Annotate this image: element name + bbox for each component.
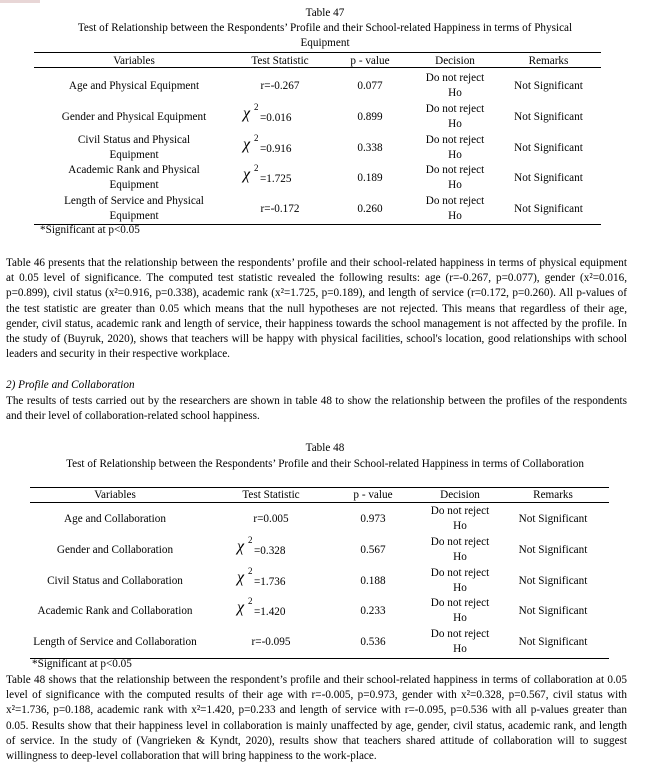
test-statistic-cell: r=-0.172	[260, 203, 300, 215]
test-statistic-value: =0.328	[254, 545, 286, 557]
table-47-note: *Significant at p<0.05	[40, 224, 140, 236]
decision-cell-line2: Ho	[453, 520, 467, 532]
remarks-cell: Not Significant	[518, 575, 588, 587]
header-remarks: Remarks	[528, 55, 569, 67]
decision-cell-line2: Ho	[453, 643, 467, 655]
decision-cell-line2: Ho	[448, 149, 462, 161]
variable-cell: Civil Status and Physical	[77, 134, 191, 146]
section-heading-profile-collaboration: 2) Profile and Collaboration	[6, 379, 135, 391]
decision-cell: Do not reject	[425, 134, 485, 146]
variable-cell-line2: Equipment	[109, 210, 159, 222]
test-statistic-value: =0.016	[260, 112, 292, 124]
paragraph-table48-intro: The results of tests carried out by the researchers are shown in table 48 to show the relationship between the profiles of the respondents and their level of collaboration-related school happiness.	[6, 395, 627, 423]
remarks-cell: Not Significant	[514, 172, 583, 184]
table-47-top-rule	[34, 52, 601, 53]
variable-cell: Academic Rank and Physical	[68, 164, 200, 176]
chi-square-symbol: χ	[243, 105, 251, 122]
header-test-statistic: Test Statistic	[251, 55, 309, 67]
header-variables: Variables	[113, 55, 155, 67]
paragraph-table46-discussion: Table 46 presents that the relationship between the respondents’ profile and their school-related happiness in terms of physical equipment at 0.05 level of significance. The computed test statistic revealed the following results: age (r=-0.267, p=0.077), gender (x²=0.016, p=0.899), civil status (x²=0.916, p=0.338), academic rank (x²=1.725, p=0.189), and length of service (r=0.172, p=0.260). All p-values of the test statistic are greater than 0.05 which means that the null hypotheses are not rejected. This means that regardless of their age, gender, civil status, academic rank and length of service, their happiness towards the school management is not affected by the profile. In the study of (Buyruk, 2020), shows that teachers will be happy with physical facilities, school's location, good relationships with school leaders and security in their respective workplace.	[6, 257, 627, 361]
table-48-header-rule	[30, 502, 609, 503]
chi-square-symbol: χ	[237, 599, 245, 616]
variable-cell-line2: Equipment	[109, 149, 159, 161]
variable-cell-line2: Equipment	[109, 179, 159, 191]
test-statistic-cell	[243, 163, 303, 188]
p-value-cell: 0.188	[360, 575, 386, 587]
test-statistic-cell	[243, 102, 303, 127]
chi-square-superscript: 2	[248, 566, 253, 576]
remarks-cell: Not Significant	[518, 605, 588, 617]
header-variables: Variables	[94, 489, 136, 501]
header-remarks: Remarks	[533, 489, 573, 501]
chi-square-symbol: χ	[237, 538, 245, 555]
chi-square-superscript: 2	[254, 133, 259, 143]
chi-square-superscript: 2	[248, 535, 253, 545]
chi-square-symbol: χ	[243, 166, 251, 183]
chi-square-superscript: 2	[254, 163, 259, 173]
variable-cell: Academic Rank and Collaboration	[37, 605, 193, 617]
header-test-statistic: Test Statistic	[242, 489, 300, 501]
header-decision: Decision	[435, 55, 475, 67]
variable-cell: Age and Collaboration	[64, 513, 166, 525]
p-value-cell: 0.189	[357, 172, 383, 184]
decision-cell-line2: Ho	[453, 551, 467, 563]
header-p-value: p - value	[350, 55, 390, 67]
chi-square-symbol: χ	[237, 569, 245, 586]
variable-cell: Length of Service and Collaboration	[33, 636, 197, 648]
remarks-cell: Not Significant	[514, 203, 583, 215]
remarks-cell: Not Significant	[514, 111, 583, 123]
p-value-cell: 0.899	[357, 111, 383, 123]
decision-cell: Do not reject	[430, 597, 490, 609]
remarks-cell: Not Significant	[518, 544, 588, 556]
decision-cell-line2: Ho	[448, 179, 462, 191]
decision-cell-line2: Ho	[453, 582, 467, 594]
table-48-note: *Significant at p<0.05	[32, 658, 132, 670]
p-value-cell: 0.973	[360, 513, 386, 525]
header-decision: Decision	[440, 489, 480, 501]
decision-cell-line2: Ho	[453, 612, 467, 624]
p-value-cell: 0.260	[357, 203, 383, 215]
test-statistic-cell: r=-0.267	[260, 80, 300, 92]
decision-cell: Do not reject	[430, 536, 490, 548]
table-48-title: Table 48	[305, 442, 345, 454]
decision-cell-line2: Ho	[448, 210, 462, 222]
test-statistic-value: =1.725	[260, 173, 292, 185]
remarks-cell: Not Significant	[518, 636, 588, 648]
test-statistic-value: =0.916	[260, 143, 292, 155]
chi-square-symbol: χ	[243, 136, 251, 153]
p-value-cell: 0.536	[360, 636, 386, 648]
p-value-cell: 0.233	[360, 605, 386, 617]
chi-square-superscript: 2	[254, 102, 259, 112]
variable-cell: Gender and Collaboration	[56, 544, 174, 556]
variable-cell: Age and Physical Equipment	[68, 80, 200, 92]
decision-cell-line2: Ho	[448, 118, 462, 130]
variable-cell: Length of Service and Physical	[64, 195, 204, 207]
remarks-cell: Not Significant	[518, 513, 588, 525]
decision-cell: Do not reject	[430, 505, 490, 517]
table-47-title: Table 47	[305, 7, 345, 19]
table-48-caption: Test of Relationship between the Respondents’ Profile and their School-related Happiness in terms of Collaboration	[66, 458, 584, 470]
header-p-value: p - value	[353, 489, 393, 501]
p-value-cell: 0.567	[360, 544, 386, 556]
decision-cell: Do not reject	[425, 195, 485, 207]
test-statistic-cell: r=-0.095	[251, 636, 291, 648]
remarks-cell: Not Significant	[514, 80, 583, 92]
decision-cell: Do not reject	[430, 628, 490, 640]
page-edge-mark	[0, 0, 40, 3]
test-statistic-cell	[237, 566, 297, 591]
test-statistic-cell	[237, 535, 297, 560]
paragraph-table48-discussion: Table 48 shows that the relationship between the respondent’s profile and their school-related happiness in terms of collaboration at 0.05 level of significance with the computed results of their age with r=-0.005, p=0.973, gender with x²=0.328, p=0.567, civil status with x²=1.736, p=0.188, academic rank with x²=1.420, p=0.233 and length of service with r=-0.095, p=0.536 with all p-values greater than 0.05. Results show that their happiness level in collaboration is mainly unaffected by age, gender, civil status, academic rank, and length of service. In the study of (Vangrieken & Kyndt, 2020), results show that teachers shared attitude of collaboration will to suggest willingness to deep-level collaboration that will bring happiness to the work-place.	[6, 674, 627, 763]
variable-cell: Gender and Physical Equipment	[61, 111, 207, 123]
decision-cell: Do not reject	[425, 103, 485, 115]
decision-cell: Do not reject	[425, 72, 485, 84]
table-47-caption: Test of Relationship between the Respondents’ Profile and their School-related Happiness in terms of Physical	[77, 22, 573, 34]
variable-cell: Civil Status and Collaboration	[47, 575, 183, 587]
remarks-cell: Not Significant	[514, 142, 583, 154]
decision-cell: Do not reject	[425, 164, 485, 176]
test-statistic-value: =1.736	[254, 576, 286, 588]
test-statistic-cell	[237, 596, 297, 621]
p-value-cell: 0.338	[357, 142, 383, 154]
decision-cell: Do not reject	[430, 567, 490, 579]
test-statistic-value: =1.420	[254, 606, 286, 618]
decision-cell-line2: Ho	[448, 87, 462, 99]
test-statistic-cell: r=0.005	[253, 513, 289, 525]
p-value-cell: 0.077	[357, 80, 383, 92]
table-47-caption-line2: Equipment	[300, 37, 350, 49]
chi-square-superscript: 2	[248, 596, 253, 606]
test-statistic-cell	[243, 133, 303, 158]
